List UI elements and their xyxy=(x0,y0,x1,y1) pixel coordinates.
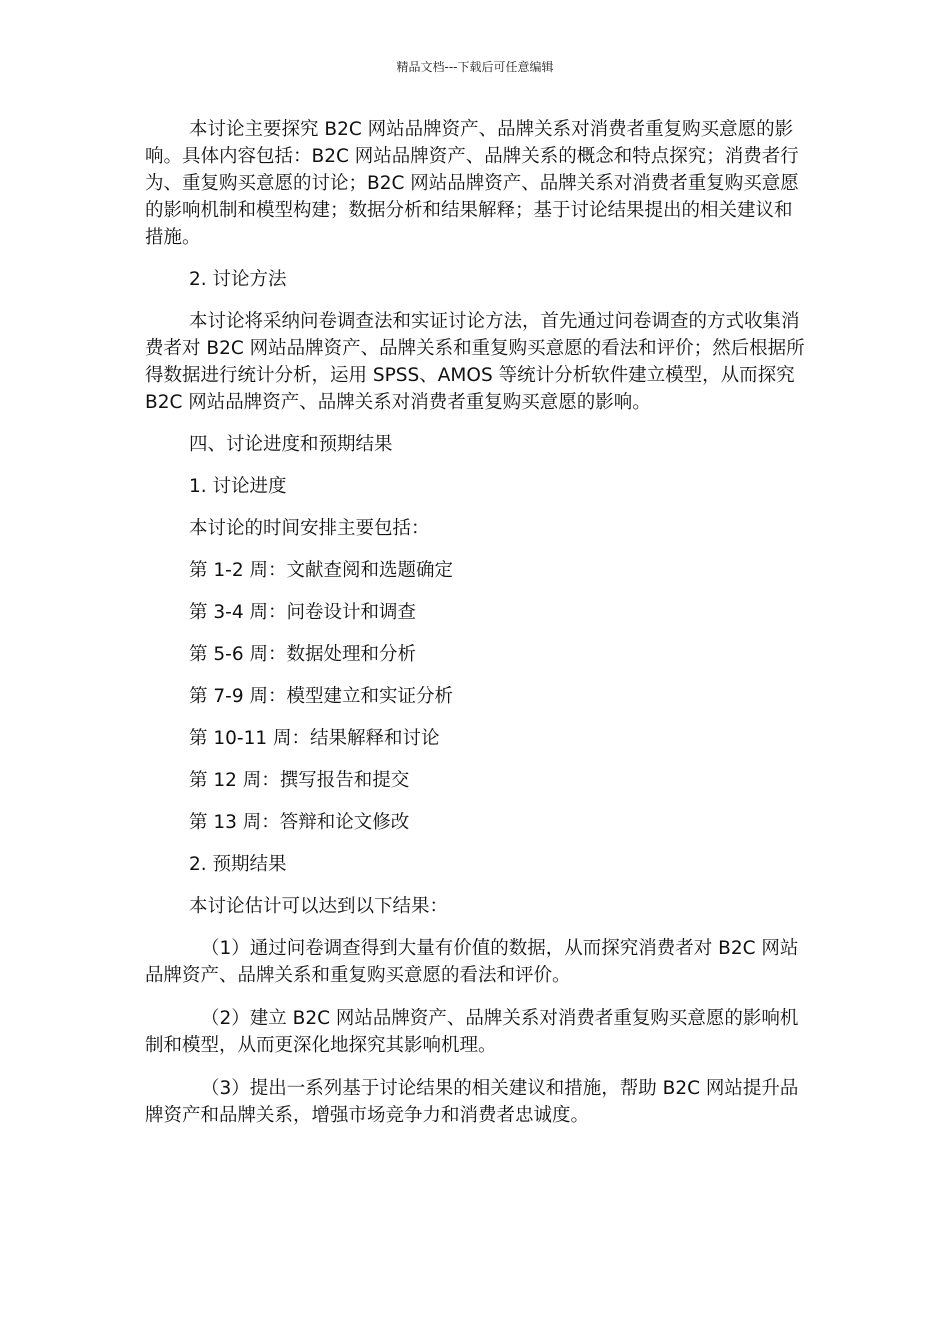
subheading-expected-results: 2. 预期结果 xyxy=(189,854,287,875)
schedule-item: 第 13 周：答辩和论文修改 xyxy=(189,812,410,833)
intro-paragraph: 本讨论主要探究 B2C 网站品牌资产、品牌关系对消费者重复购买意愿的影响。具体内容包括：B2C 网站品牌资产、品牌关系的概念和特点探究；消费者行为、重复购买意愿的讨论；B2C 网站品牌资产、品牌关系对消费者重复购买意愿的影响机制和模型构建；数据分析和结果解释；基于讨论结果提出的相关建议和措施。 xyxy=(145,119,799,248)
section-heading-progress-results: 四、讨论进度和预期结果 xyxy=(189,434,393,455)
expected-intro: 本讨论估计可以达到以下结果： xyxy=(189,896,449,917)
section-heading-methods: 2. 讨论方法 xyxy=(189,269,287,290)
document-body xyxy=(145,116,810,1145)
result-item: （2）建立 B2C 网站品牌资产、品牌关系对消费者重复购买意愿的影响机制和模型，从而更深化地探究其影响机理。 xyxy=(145,1008,799,1056)
result-item: （3）提出一系列基于讨论结果的相关建议和措施，帮助 B2C 网站提升品牌资产和品牌关系，增强市场竞争力和消费者忠诚度。 xyxy=(145,1078,799,1126)
schedule-item: 第 3-4 周：问卷设计和调查 xyxy=(189,602,416,623)
page-header: 精品文档---下载后可任意编辑 xyxy=(396,60,554,74)
methods-paragraph: 本讨论将采纳问卷调查法和实证讨论方法，首先通过问卷调查的方式收集消费者对 B2C 网站品牌资产、品牌关系和重复购买意愿的看法和评价；然后根据所得数据进行统计分析，运用 SPSS、AMOS 等统计分析软件建立模型，从而探究 B2C 网站品牌资产、品牌关系对消费者重复购买意愿的影响。 xyxy=(145,311,805,413)
schedule-item: 第 1-2 周：文献查阅和选题确定 xyxy=(189,560,453,581)
schedule-item: 第 7-9 周：模型建立和实证分析 xyxy=(189,686,453,707)
schedule-item: 第 5-6 周：数据处理和分析 xyxy=(189,644,416,665)
schedule-item: 第 12 周：撰写报告和提交 xyxy=(189,770,410,791)
result-item: （1）通过问卷调查得到大量有价值的数据，从而探究消费者对 B2C 网站品牌资产、品牌关系和重复购买意愿的看法和评价。 xyxy=(145,938,799,986)
schedule-intro: 本讨论的时间安排主要包括： xyxy=(189,518,430,539)
schedule-item: 第 10-11 周：结果解释和讨论 xyxy=(189,728,440,749)
subheading-progress: 1. 讨论进度 xyxy=(189,476,287,497)
